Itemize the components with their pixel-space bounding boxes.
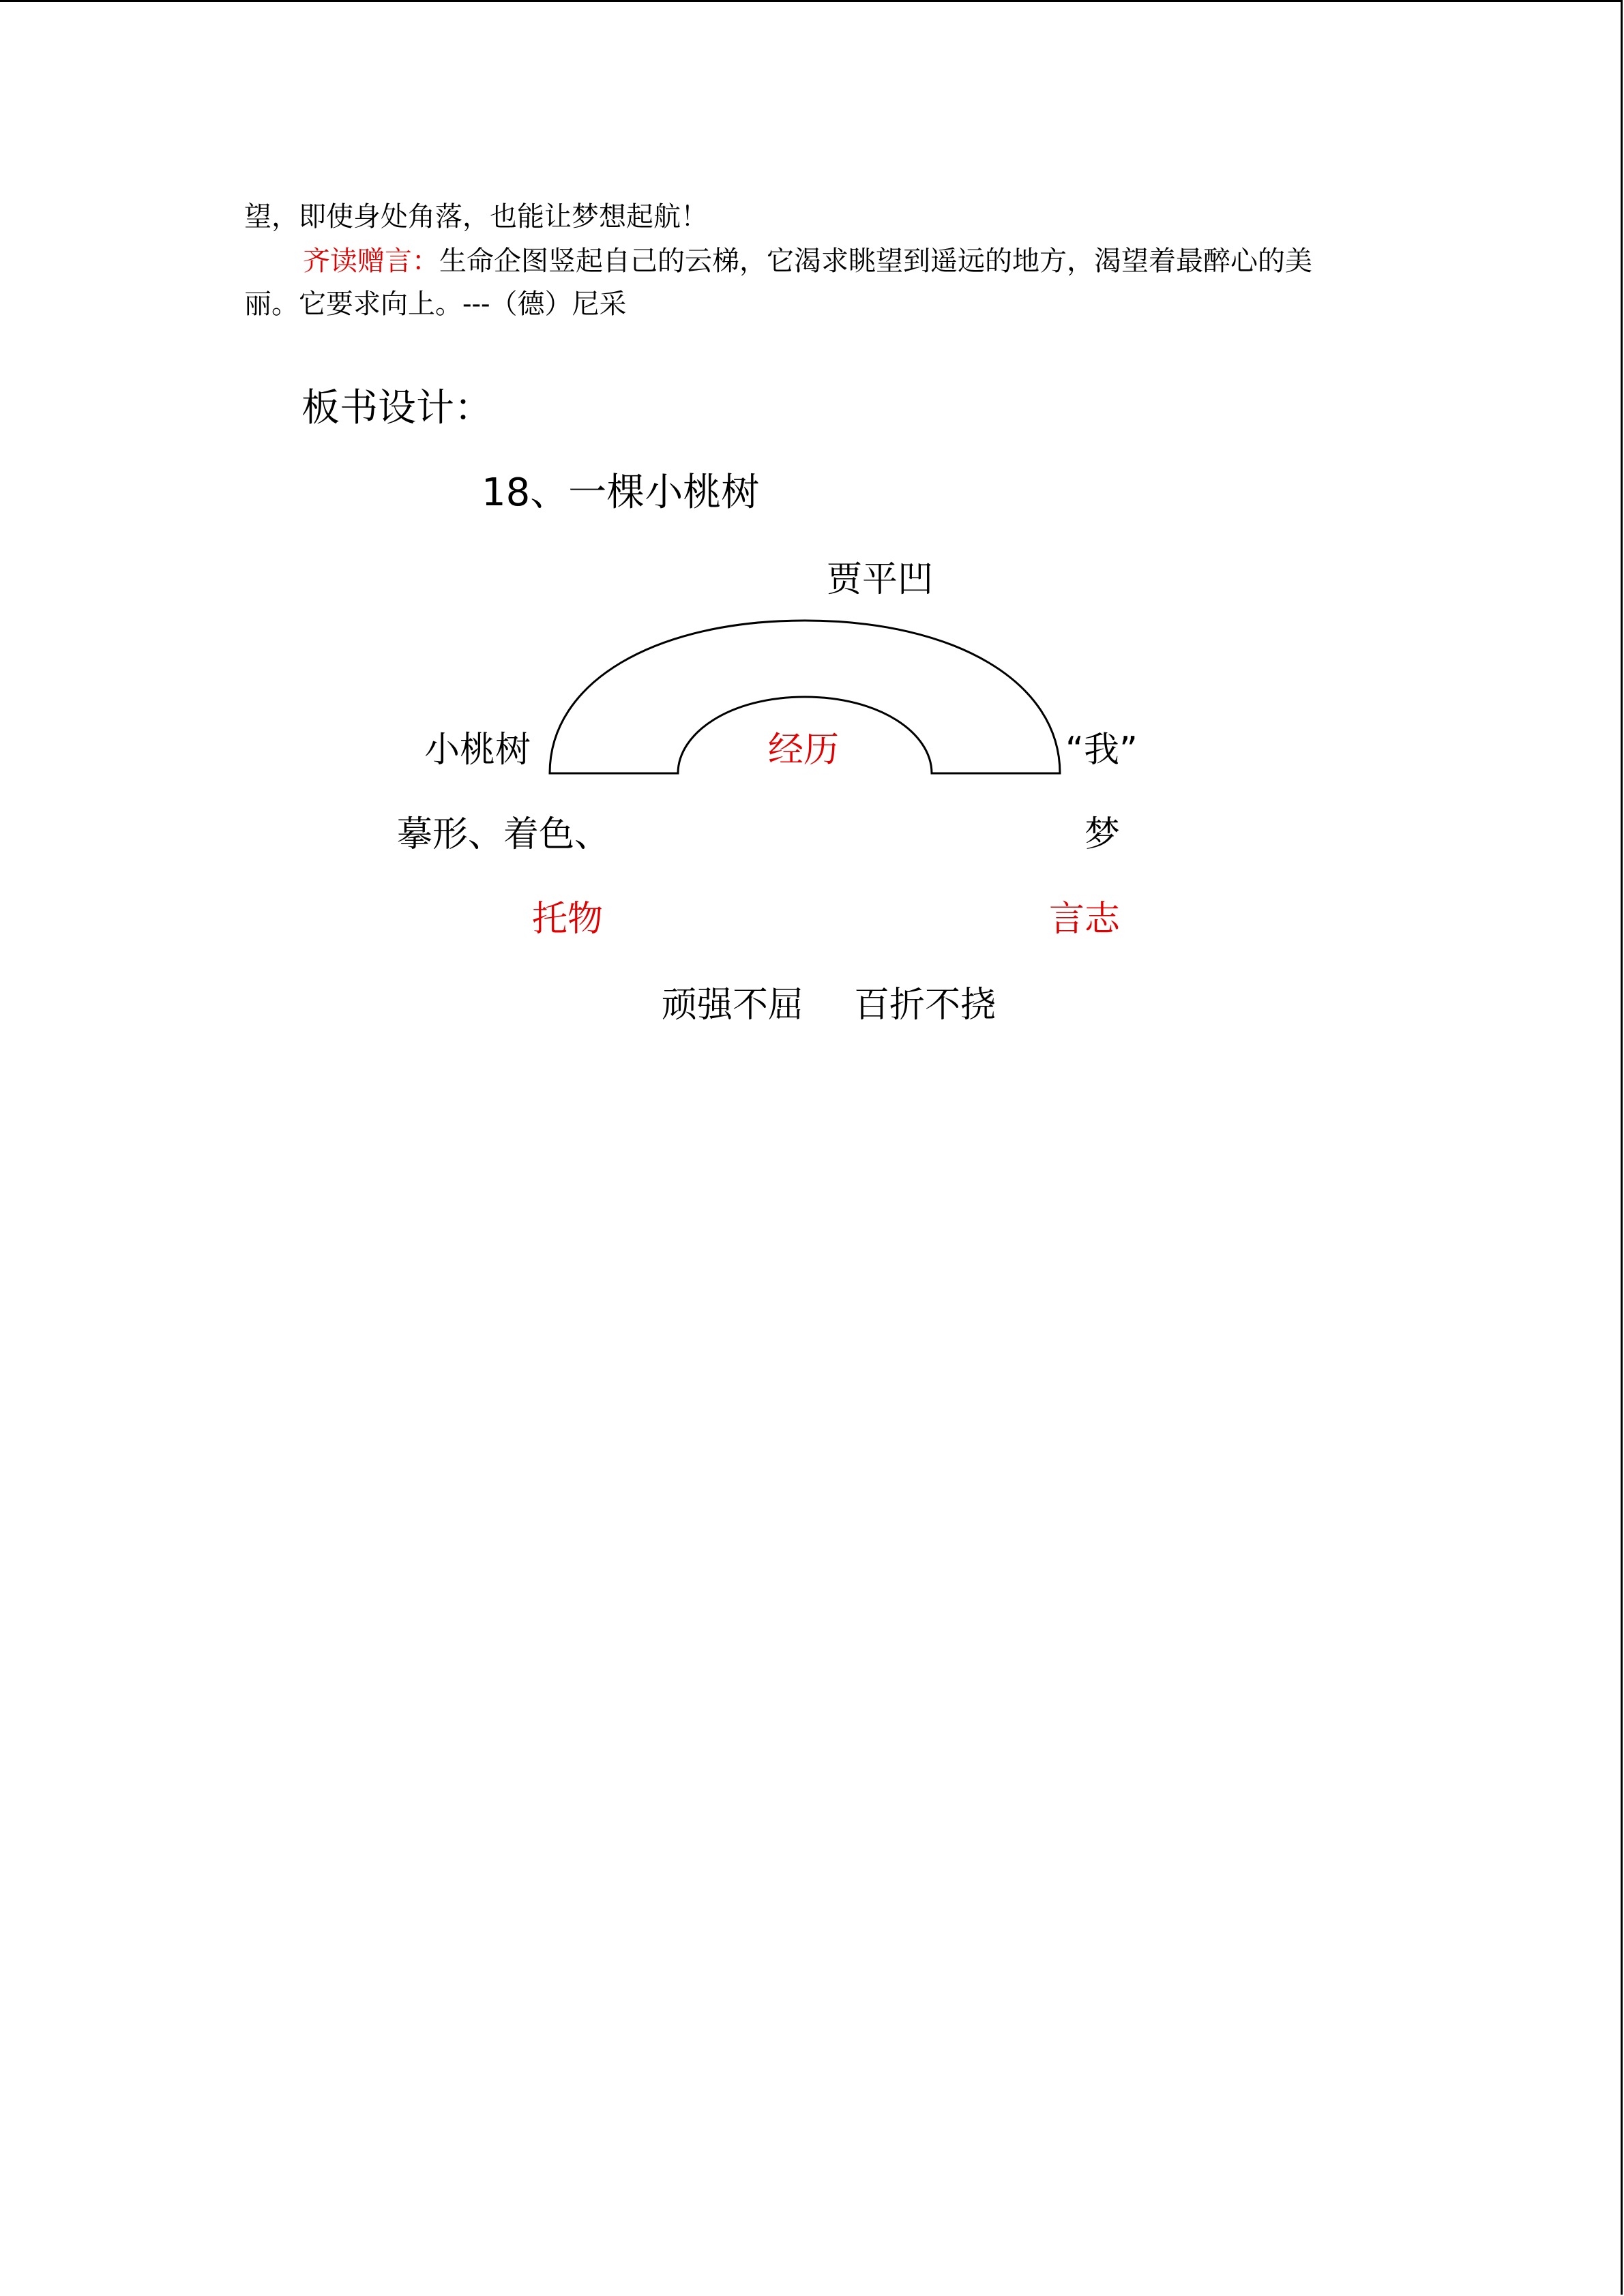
right-red-label: 言志 — [1049, 899, 1121, 940]
paragraph-line-1: 望，即使身处角落，也能让梦想起航！ — [244, 201, 708, 233]
left-label-peach-tree: 小桃树 — [424, 730, 531, 771]
gift-label: 齐读赠言： — [303, 245, 439, 277]
bottom-phrase-1: 顽强不屈 — [662, 985, 804, 1026]
gift-text: 生命企图竖起自己的云梯，它渴求眺望到遥远的地方，渴望着最醉心的美 — [439, 245, 1312, 277]
right-dream: 梦 — [1084, 814, 1121, 855]
bottom-phrase-2: 百折不挠 — [854, 985, 996, 1026]
left-red-label: 托物 — [532, 899, 604, 940]
paragraph-line-3: 丽。它要求向上。---（德）尼采 — [244, 288, 627, 320]
author-name: 贾平凹 — [827, 559, 934, 600]
center-label-experience: 经历 — [768, 730, 840, 771]
right-label-me: “我” — [1065, 730, 1138, 771]
board-design-heading: 板书设计： — [301, 386, 492, 430]
left-methods: 摹形、着色、 — [397, 814, 610, 855]
lesson-title: 18、一棵小桃树 — [482, 471, 760, 515]
